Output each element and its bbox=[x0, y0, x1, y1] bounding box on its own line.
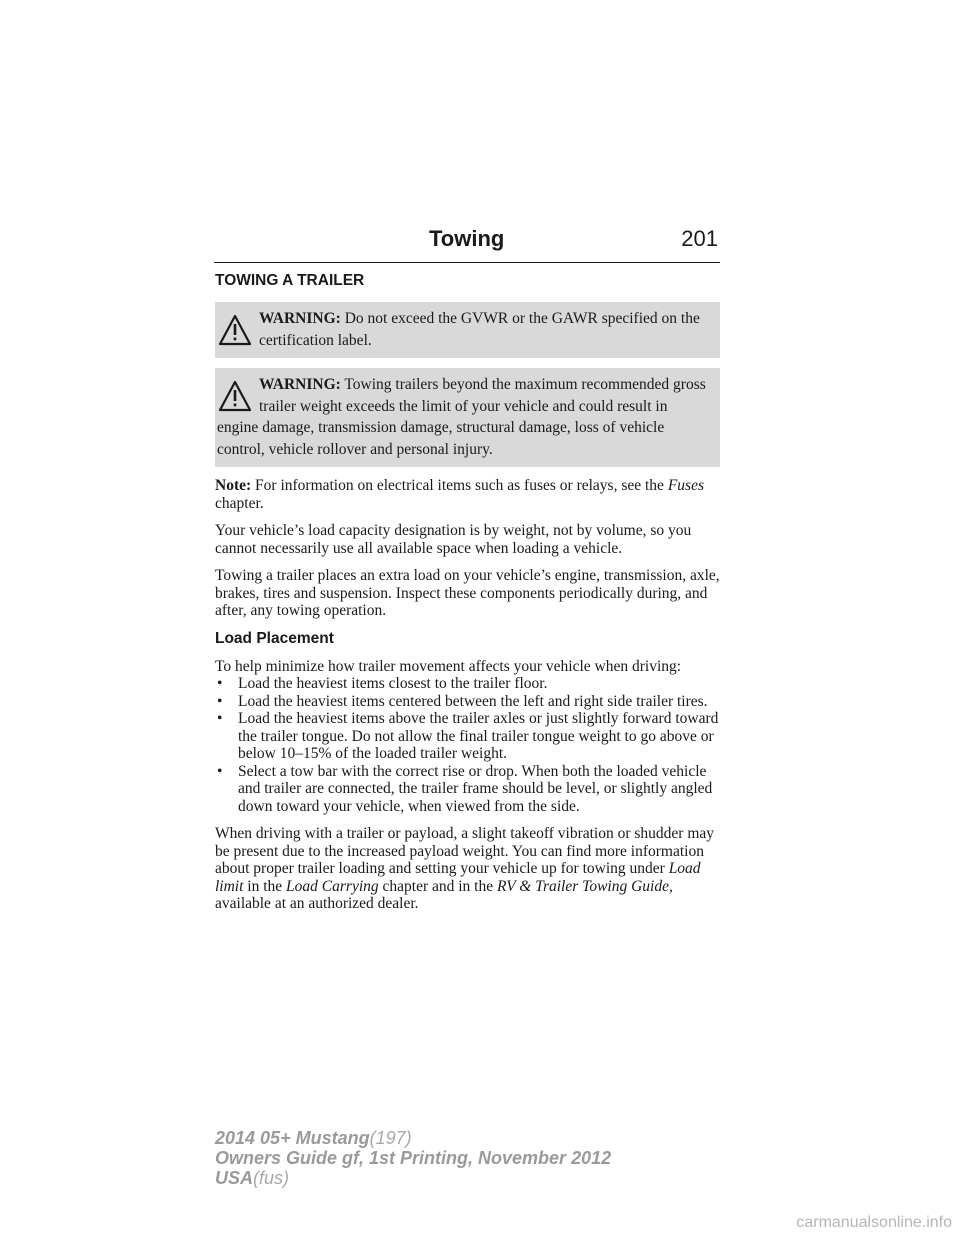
warning-box-1 bbox=[215, 302, 720, 358]
bullet-icon: • bbox=[217, 692, 223, 710]
closing-paragraph bbox=[215, 825, 720, 913]
bullet-icon: • bbox=[217, 710, 223, 727]
list-item bbox=[215, 675, 720, 693]
closing-text: When driving with a trailer or payload, a slight takeoff vibration or shudder may be present due to the increased payload weight. You can find more information about proper trailer loading and setting your vehicle up for towing under bbox=[215, 825, 715, 877]
note-label: Note: bbox=[215, 477, 252, 494]
paragraph-extra-load: Towing a trailer places an extra load on your vehicle’s engine, transmission, axle, brakes, tires and suspension. Inspect these components periodically during, and after, any towing operation. bbox=[215, 567, 720, 619]
note-text: For information on electrical items such as fuses or relays, see the bbox=[255, 477, 664, 494]
watermark: carmanualsonline.info bbox=[796, 1214, 952, 1231]
list-item bbox=[215, 693, 720, 711]
footer-model: 2014 05+ Mustang bbox=[215, 1128, 370, 1148]
list-item bbox=[215, 763, 720, 816]
ref-load-limit: Load limit bbox=[215, 860, 701, 895]
ref-load-carrying: Load Carrying bbox=[286, 877, 379, 895]
list-item-text: Load the heaviest items closest to the trailer floor. bbox=[238, 675, 548, 692]
footer-line-3 bbox=[215, 1168, 611, 1188]
warning-triangle-icon bbox=[217, 310, 253, 350]
footer-line-2 bbox=[215, 1148, 611, 1168]
warning-triangle-icon bbox=[217, 376, 253, 416]
warning-text: Do not exceed the GVWR or the GAWR specified on the certification label. bbox=[259, 310, 700, 349]
closing-text: available at an authorized dealer. bbox=[215, 895, 419, 912]
ref-towing-guide: RV & Trailer Towing Guide, bbox=[497, 877, 673, 895]
page-number: 201 bbox=[681, 226, 718, 251]
list-item-text: Load the heaviest items above the trailer axles or just slightly forward toward the trailer tongue. Do not allow the final trailer tongue weight to go above or below 10–15% of the loaded trailer weight. bbox=[238, 710, 719, 762]
note-text-after: chapter. bbox=[215, 494, 264, 512]
load-placement-intro: To help minimize how trailer movement affects your vehicle when driving: bbox=[215, 657, 682, 675]
section-title: TOWING A TRAILER bbox=[215, 272, 365, 289]
closing-text: in the bbox=[247, 877, 283, 895]
footer-line-1 bbox=[215, 1128, 611, 1148]
paragraph-load-capacity: Your vehicle’s load capacity designation is by weight, not by volume, so you cannot necessarily use all available space when loading a vehicle. bbox=[215, 522, 692, 557]
list-item-text: Load the heaviest items centered between the left and right side trailer tires. bbox=[238, 692, 708, 710]
print-footer bbox=[215, 1128, 611, 1188]
closing-text: chapter and in the bbox=[382, 877, 494, 895]
chapter-title: Towing bbox=[429, 226, 505, 251]
warning-label: WARNING: bbox=[259, 310, 341, 327]
bullet-icon: • bbox=[217, 762, 223, 780]
page-header bbox=[214, 226, 720, 263]
warning-text: Towing trailers beyond the maximum recommended gross trailer weight exceeds the limit of your vehicle and could result in engine damage, transmission damage, structural damage, loss of vehicle control, vehicle rollover and personal injury. bbox=[217, 376, 706, 458]
footer-region-code: (fus) bbox=[253, 1168, 290, 1188]
footer-page-ref: (197) bbox=[369, 1128, 412, 1148]
list-item-text: Select a tow bar with the correct rise or drop. When both the loaded vehicle and trailer are connected, the trailer frame should be level, or slightly angled down toward your vehicle, when viewed from the side. bbox=[238, 762, 713, 815]
warning-label: WARNING: bbox=[259, 376, 341, 393]
note-link-fuses: Fuses bbox=[667, 477, 704, 494]
load-placement-list bbox=[215, 675, 720, 815]
bullet-icon: • bbox=[217, 675, 223, 692]
page-content bbox=[215, 272, 720, 923]
list-item bbox=[215, 710, 720, 763]
footer-printing: Owners Guide gf, 1st Printing, November 2012 bbox=[215, 1148, 612, 1168]
footer-region: USA bbox=[215, 1168, 254, 1188]
subsection-title: Load Placement bbox=[215, 629, 334, 647]
note-paragraph bbox=[215, 477, 720, 512]
warning-box-2 bbox=[215, 368, 720, 467]
